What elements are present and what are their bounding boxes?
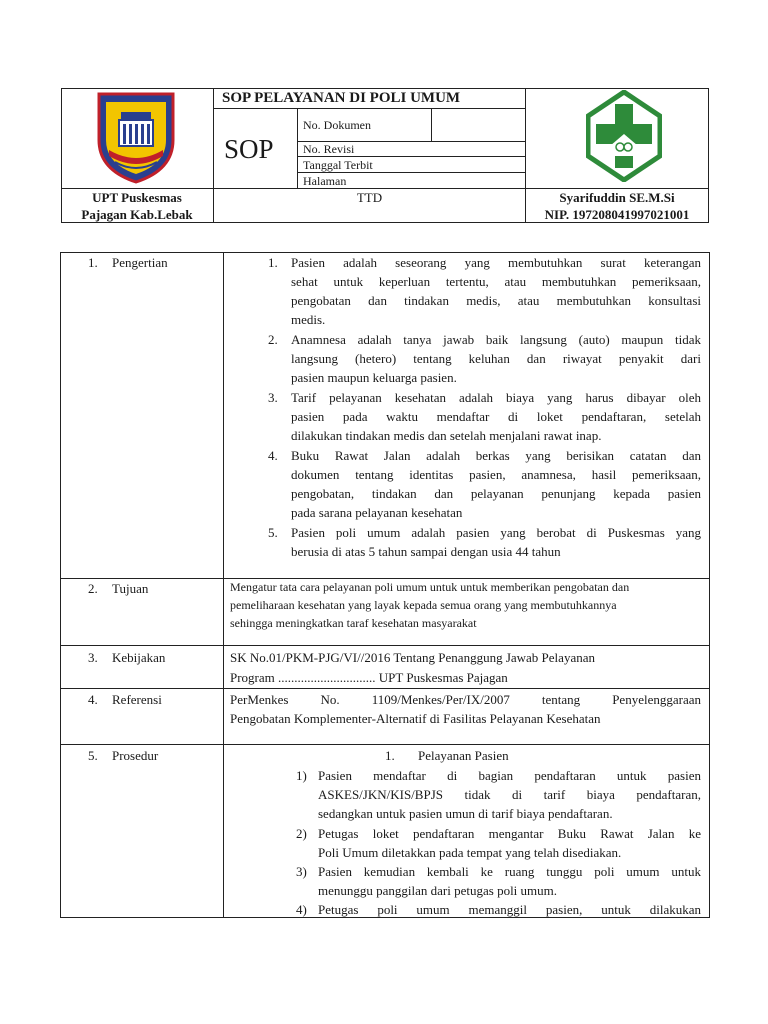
field-tanggal-terbit: Tanggal Terbit — [303, 158, 373, 172]
field-no-revisi: No. Revisi — [303, 142, 355, 156]
list-item-line: dilakukan tindakan medis dan setelah menjalani rawat inap. — [291, 428, 602, 443]
list-item-line: Pasien poli umum adalah pasien yang berobat di Puskesmas yang — [291, 525, 701, 540]
section-3-label: Kebijakan — [112, 650, 166, 665]
ttd-label: TTD — [356, 190, 383, 205]
tujuan-line: sehingga meningkatkan taraf kesehatan masyarakat — [230, 616, 477, 630]
referensi-line: PerMenkes No. 1109/Menkes/Per/IX/2007 tentang Penyelenggaraan — [230, 692, 701, 707]
list-item-line: pasien maupun keluarga pasien. — [291, 370, 457, 385]
list-item-number: 4. — [268, 448, 278, 463]
list-item-line: sedangkan untuk pasien umun di tarif biaya pendaftaran. — [318, 806, 613, 821]
list-item-line: sehat untuk keperluan tertentu, atau membutuhkan pemeriksaan, — [291, 274, 701, 289]
kebijakan-line: SK No.01/PKM-PJG/VI//2016 Tentang Penanggung Jawab Pelayanan — [230, 650, 595, 665]
section-2-label: Tujuan — [112, 581, 149, 596]
list-item-number: 5. — [268, 525, 278, 540]
signer-name: Syarifuddin SE.M.Si — [559, 190, 675, 205]
section-5-label: Prosedur — [112, 748, 159, 763]
prosedur-heading-number: 1. — [385, 748, 395, 763]
org-name-line2: Pajagan Kab.Lebak — [81, 207, 193, 222]
list-item-line: ASKES/JKN/KIS/BPJS tidak di tarif biaya pendaftaran, — [318, 787, 701, 802]
list-item-line: Pasien adalah seseorang yang membutuhkan surat keterangan — [291, 255, 701, 270]
field-no-dokumen: No. Dokumen — [303, 118, 371, 132]
signer-nip: NIP. 197208041997021001 — [544, 207, 690, 222]
list-item-line: pasien pada waktu mendaftar di loket pendaftaran, setelah — [291, 409, 701, 424]
list-item-line: pengobatan dan tindakan medis, atau membutuhkan konsultasi — [291, 293, 701, 308]
list-item-number: 1. — [268, 255, 278, 270]
list-item-line: langsung (hetero) tentang keluhan dan riwayat penyakit dari — [291, 351, 701, 366]
list-item-line: Buku Rawat Jalan adalah berkas yang berisikan catatan dan — [291, 448, 701, 463]
section-3-number: 3. — [88, 650, 98, 665]
list-item-line: berusia di atas 5 tahun sampai dengan usia 44 tahun — [291, 544, 561, 559]
tujuan-line: Mengatur tata cara pelayanan poli umum untuk untuk memberikan pengobatan dan — [230, 580, 630, 594]
prosedur-heading: Pelayanan Pasien — [418, 748, 509, 763]
health-cross-logo — [586, 90, 662, 182]
section-1-label: Pengertian — [112, 255, 168, 270]
list-item-line: menunggu panggilan dari petugas poli umum. — [318, 883, 558, 898]
list-item-line: Pasien mendaftar di bagian pendaftaran untuk pasien — [318, 768, 701, 783]
list-item-number: 2. — [268, 332, 278, 347]
list-item-number: 1) — [296, 768, 307, 783]
org-name-line1: UPT Puskesmas — [92, 190, 182, 205]
list-item-line: Petugas loket pendaftaran mengantar Buku Rawat Jalan ke — [318, 826, 701, 841]
list-item-number: 3. — [268, 390, 278, 405]
list-item-number: 2) — [296, 826, 307, 841]
kebijakan-line: Program .............................. UPT Puskesmas Pajagan — [230, 670, 508, 685]
sop-label: SOP — [224, 134, 274, 164]
list-item-line: Anamnesa adalah tanya jawab baik langsung (auto) maupun tidak — [291, 332, 701, 347]
puskesmas-shield-logo — [95, 90, 177, 185]
section-4-label: Referensi — [112, 692, 162, 707]
section-2-number: 2. — [88, 581, 98, 596]
list-item-line: Tarif pelayanan kesehatan adalah biaya yang harus dibayar oleh — [291, 390, 701, 405]
field-halaman: Halaman — [303, 174, 347, 188]
section-4-number: 4. — [88, 692, 98, 707]
referensi-line: Pengobatan Komplementer-Alternatif di Fasilitas Pelayanan Kesehatan — [230, 711, 601, 726]
tujuan-line: pemeliharaan kesehatan yang layak kepada semua orang yang membutuhkannya — [230, 598, 617, 612]
list-item-line: pada sarana pelayanan kesehatan — [291, 505, 463, 520]
section-1-number: 1. — [88, 255, 98, 270]
list-item-line: pengobatan, tindakan dan pelayanan penunjang kepada pasien — [291, 486, 701, 501]
section-5-number: 5. — [88, 748, 98, 763]
list-item-number: 3) — [296, 864, 307, 879]
list-item-line: dokumen tentang identitas pasien, anamnesa, hasil pemeriksaan, — [291, 467, 701, 482]
list-item-line: Poli Umum diletakkan pada tempat yang telah disediakan. — [318, 845, 622, 860]
list-item-line: Petugas poli umum memanggil pasien, untuk dilakukan — [318, 902, 701, 917]
document-title: SOP PELAYANAN DI POLI UMUM — [222, 90, 461, 106]
list-item-line: Pasien kemudian kembali ke ruang tunggu poli umum untuk — [318, 864, 701, 879]
list-item-number: 4) — [296, 902, 307, 917]
list-item-line: medis. — [291, 312, 326, 327]
